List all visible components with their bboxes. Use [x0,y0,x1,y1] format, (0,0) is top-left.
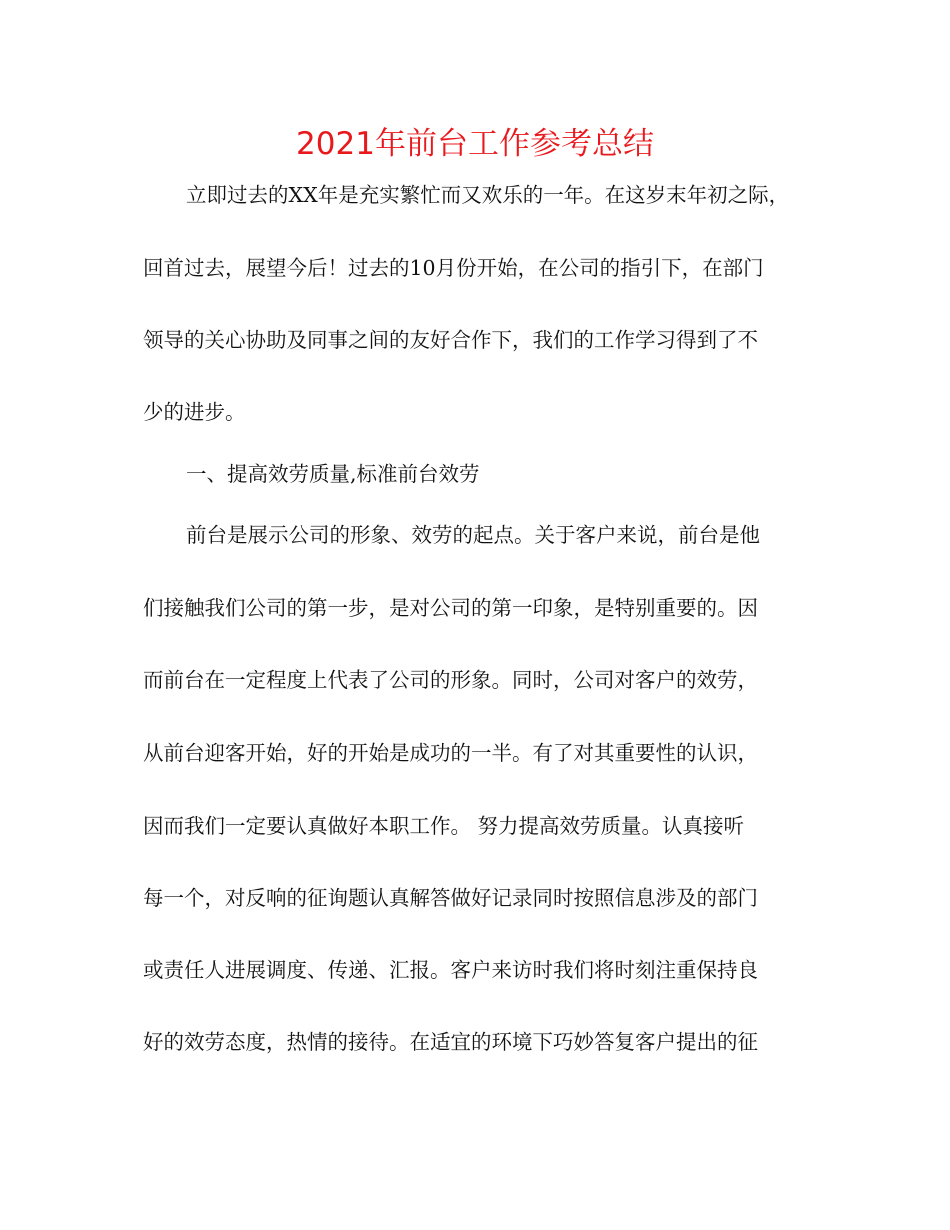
paragraph-line: 因而我们一定要认真做好本职工作。 努力提高效劳质量。认真接听 [143,814,745,838]
paragraph-line: 或责任人进展调度、传递、汇报。客户来访时我们将时刻注重保持良 [143,958,758,982]
paragraph-line: 领导的关心协助及同事之间的友好合作下，我们的工作学习得到了不 [143,328,758,352]
paragraph-line: 回首过去，展望今后！过去的10月份开始，在公司的指引下，在部门 [143,256,764,280]
section-heading: 一、提高效劳质量,标准前台效劳 [186,462,480,486]
document-title: 2021年前台工作参考总结 [296,126,654,162]
paragraph-line: 而前台在一定程度上代表了公司的形象。同时，公司对客户的效劳， [143,668,758,692]
paragraph-line: 立即过去的XX年是充实繁忙而又欢乐的一年。在这岁末年初之际， [186,183,790,207]
paragraph-line: 每一个，对反响的征询题认真解答做好记录同时按照信息涉及的部门 [143,886,758,910]
paragraph-line: 好的效劳态度，热情的接待。在适宜的环境下巧妙答复客户提出的征 [143,1030,758,1054]
paragraph-line: 从前台迎客开始，好的开始是成功的一半。有了对其重要性的认识， [143,741,758,765]
paragraph-line: 前台是展示公司的形象、效劳的起点。关于客户来说，前台是他 [186,523,760,547]
paragraph-line: 少的进步。 [143,400,246,424]
paragraph-line: 们接触我们公司的第一步，是对公司的第一印象，是特别重要的。因 [143,596,758,620]
